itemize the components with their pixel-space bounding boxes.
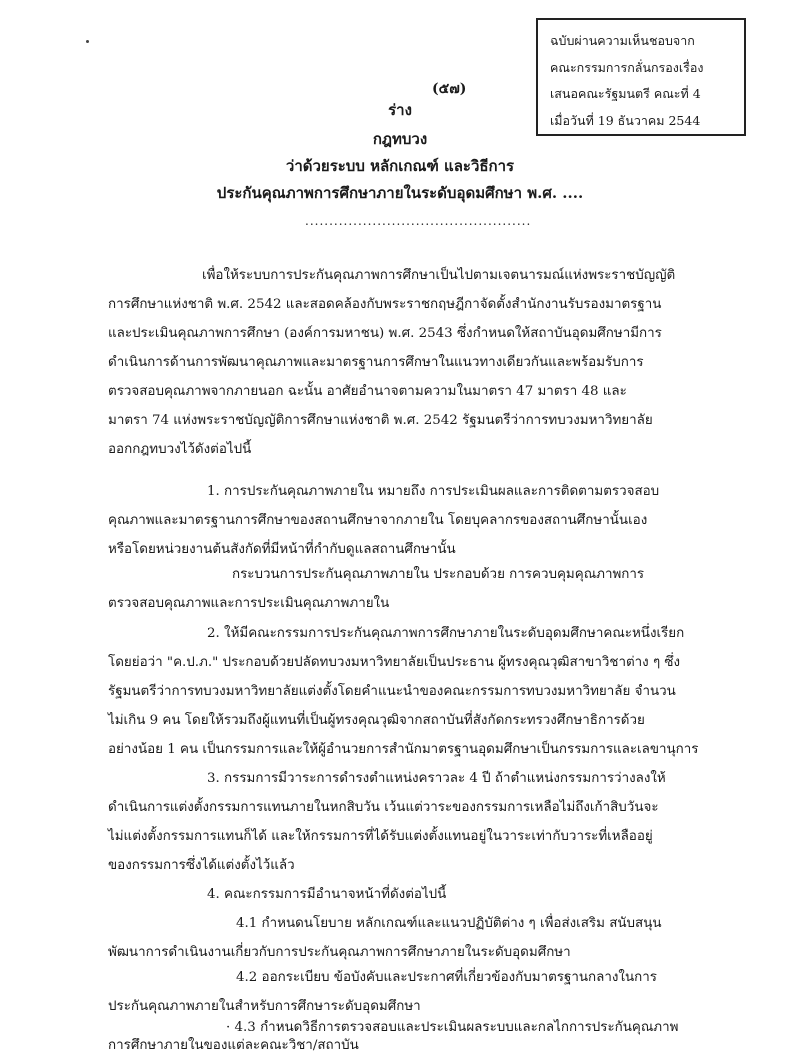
body-line: ออกกฎทบวงไว้ดังต่อไปนี้ [108,442,252,457]
dotted-separator: ............................................... [305,214,532,228]
body-line: กระบวนการประกันคุณภาพภายใน ประกอบด้วย การควบคุมคุณภาพการ [232,567,645,582]
stamp-line: เสนอคณะรัฐมนตรี คณะที่ 4 [550,86,701,101]
page-number: (๕๗) [432,81,467,97]
clause-4-1: 4.1 กำหนดนโยบาย หลักเกณฑ์และแนวปฏิบัติต่าง ๆ เพื่อส่งเสริม สนับสนุน [236,916,662,931]
clause-4: 4. คณะกรรมการมีอำนาจหน้าที่ดังต่อไปนี้ [207,887,447,902]
body-line: การศึกษาแห่งชาติ พ.ศ. 2542 และสอดคล้องกับพระราชกฤษฎีกาจัดตั้งสำนักงานรับรองมาตรฐาน [108,297,662,312]
body-line: ตรวจสอบคุณภาพและการประเมินคุณภาพภายใน [108,596,390,611]
body-line: และประเมินคุณภาพการศึกษา (องค์การมหาชน) พ.ศ. 2543 ซึ่งกำหนดให้สถาบันอุดมศึกษามีการ [108,326,662,341]
body-line: ดำเนินการด้านการพัฒนาคุณภาพและมาตรฐานการศึกษาในแนวทางเดียวกันและพร้อมรับการ [108,355,644,370]
clause-1: 1. การประกันคุณภาพภายใน หมายถึง การประเมินผลและการติดตามตรวจสอบ [207,484,660,499]
body-line: ไม่แต่งตั้งกรรมการแทนก็ได้ และให้กรรมการที่ได้รับแต่งตั้งแทนอยู่ในวาระเท่ากับวาระที่เหลืออยู่ [108,829,653,844]
body-line: อย่างน้อย 1 คน เป็นกรรมการและให้ผู้อำนวยการสำนักมาตรฐานอุดมศึกษาเป็นกรรมการและเลขานุการ [108,742,699,757]
clause-2: 2. ให้มีคณะกรรมการประกันคุณภาพการศึกษาภายในระดับอุดมศึกษาคณะหนึ่งเรียก [207,626,685,641]
body-line: ไม่เกิน 9 คน โดยให้รวมถึงผู้แทนที่เป็นผู้ทรงคุณวุฒิจากสถาบันที่สังกัดกระทรวงศึกษาธิการด้วย [108,713,645,728]
document-title: กฎทบวง [372,130,428,148]
body-line: การศึกษาภายในของแต่ละคณะวิชา/สถาบัน [108,1038,359,1053]
body-line: โดยย่อว่า "ค.ป.ภ." ประกอบด้วยปลัดทบวงมหาวิทยาลัยเป็นประธาน ผู้ทรงคุณวุฒิสาขาวิชาต่าง ๆ ซึ่ง [108,655,681,670]
body-line: รัฐมนตรีว่าการทบวงมหาวิทยาลัยแต่งตั้งโดยคำแนะนำของคณะกรรมการทบวงมหาวิทยาลัย จำนวน [108,684,676,699]
scan-speck [86,40,89,43]
document-subtitle: ประกันคุณภาพการศึกษาภายในระดับอุดมศึกษา พ.ศ. .... [216,184,584,202]
body-line: พัฒนาการดำเนินงานเกี่ยวกับการประกันคุณภาพการศึกษาภายในระดับอุดมศึกษา [108,945,571,960]
body-line: ประกันคุณภาพภายในสำหรับการศึกษาระดับอุดมศึกษา [108,999,421,1014]
body-line: คุณภาพและมาตรฐานการศึกษาของสถานศึกษาจากภายใน โดยบุคลากรของสถานศึกษานั้นเอง [108,513,648,528]
draft-label: ร่าง [388,101,412,119]
document-subtitle: ว่าด้วยระบบ หลักเกณฑ์ และวิธีการ [285,157,515,175]
clause-4-3: · 4.3 กำหนดวิธีการตรวจสอบและประเมินผลระบบและกลไกการประกันคุณภาพ [226,1020,679,1035]
body-line: ของกรรมการซึ่งได้แต่งตั้งไว้แล้ว [108,858,295,873]
clause-4-2: 4.2 ออกระเบียบ ข้อบังคับและประกาศที่เกี่ยวข้องกับมาตรฐานกลางในการ [236,970,657,985]
body-line: ดำเนินการแต่งตั้งกรรมการแทนภายในหกสิบวัน เว้นแต่วาระของกรรมการเหลือไม่ถึงเก้าสิบวันจะ [108,800,659,815]
stamp-line: คณะกรรมการกลั่นกรองเรื่อง [550,59,704,75]
body-line: มาตรา 74 แห่งพระราชบัญญัติการศึกษาแห่งชาติ พ.ศ. 2542 รัฐมนตรีว่าการทบวงมหาวิทยาลัย [108,413,653,428]
body-line: หรือโดยหน่วยงานต้นสังกัดที่มีหน้าที่กำกับดูแลสถานศึกษานั้น [108,542,456,557]
stamp-line: ฉบับผ่านความเห็นชอบจาก [550,33,695,48]
clause-3: 3. กรรมการมีวาระการดำรงตำแหน่งคราวละ 4 ปี ถ้าตำแหน่งกรรมการว่างลงให้ [207,771,666,786]
body-line: ตรวจสอบคุณภาพจากภายนอก ฉะนั้น อาศัยอำนาจตามความในมาตรา 47 มาตรา 48 และ [108,384,627,399]
body-line: เพื่อให้ระบบการประกันคุณภาพการศึกษาเป็นไปตามเจตนารมณ์แห่งพระราชบัญญัติ [202,268,676,283]
stamp-line: เมื่อวันที่ 19 ธันวาคม 2544 [550,112,701,128]
